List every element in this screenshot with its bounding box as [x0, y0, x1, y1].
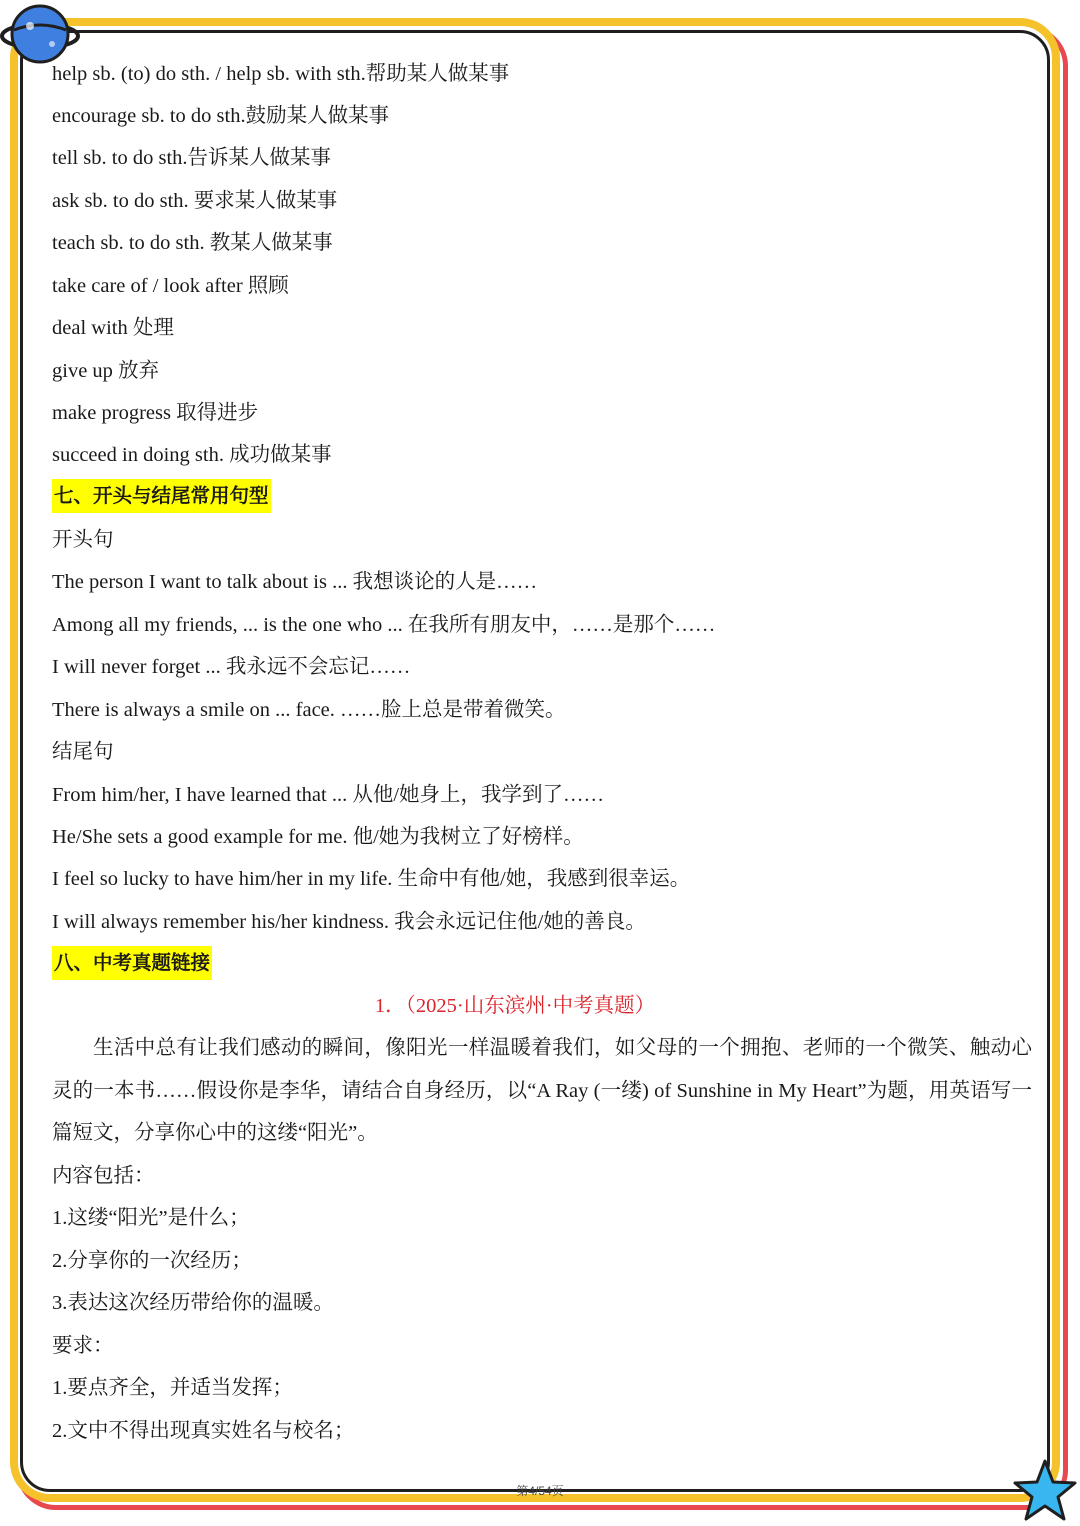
opening-label: 开头句 — [52, 529, 114, 551]
closing-sentence: I feel so lucky to have him/her in my life. 生命中有他/她，我感到很幸运。 — [52, 868, 691, 890]
opening-sentence: The person I want to talk about is ... 我想谈论的人是…… — [52, 571, 538, 593]
star-icon — [1012, 1458, 1078, 1524]
phrase-line: take care of / look after 照顾 — [52, 275, 289, 297]
phrase-line: succeed in doing sth. 成功做某事 — [52, 444, 332, 466]
closing-sentence: From him/her, I have learned that ... 从他/她身上，我学到了…… — [52, 784, 605, 806]
question-prompt: 生活中总有让我们感动的瞬间，像阳光一样温暖着我们，如父母的一个拥抱、老师的一个微笑、触动心灵的一本书……假设你是李华，请结合自身经历，以“A Ray (一缕) of Sunshine in My Heart”为题，用英语写一篇短文，分享你心中的这缕“阳光”。 — [52, 1037, 1032, 1144]
content-item: 3.表达这次经历带给你的温暖。 — [52, 1292, 334, 1314]
phrase-line: deal with 处理 — [52, 317, 174, 339]
content-item: 2.分享你的一次经历； — [52, 1250, 252, 1272]
phrase-line: give up 放弃 — [52, 360, 160, 382]
phrase-line: tell sb. to do sth.告诉某人做某事 — [52, 147, 332, 169]
phrase-line: make progress 取得进步 — [52, 402, 259, 424]
opening-sentence: There is always a smile on ... face. ……脸上总是带着微笑。 — [52, 699, 566, 721]
content-item: 1.这缕“阳光”是什么； — [52, 1207, 250, 1229]
closing-sentence: He/She sets a good example for me. 他/她为我树立了好榜样。 — [52, 826, 584, 848]
phrase-line: help sb. (to) do sth. / help sb. with sth.帮助某人做某事 — [52, 63, 510, 85]
requirements-label: 要求： — [52, 1335, 114, 1357]
closing-label: 结尾句 — [52, 741, 114, 763]
requirement-item: 1.要点齐全，并适当发挥； — [52, 1377, 293, 1399]
phrase-line: teach sb. to do sth. 教某人做某事 — [52, 232, 333, 254]
section-heading-8: 八、中考真题链接 — [52, 946, 212, 980]
opening-sentence: I will never forget ... 我永远不会忘记…… — [52, 656, 411, 678]
content-label: 内容包括： — [52, 1165, 155, 1187]
page-number — [0, 1482, 1080, 1490]
closing-sentence: I will always remember his/her kindness. 我会永远记住他/她的善良。 — [52, 911, 646, 933]
phrase-line: encourage sb. to do sth.鼓励某人做某事 — [52, 105, 390, 127]
section-heading-7: 七、开头与结尾常用句型 — [52, 479, 271, 513]
requirement-item: 2.文中不得出现真实姓名与校名； — [52, 1420, 355, 1442]
phrase-line: ask sb. to do sth. 要求某人做某事 — [52, 190, 338, 212]
question-title: 1．（2025·山东滨州·中考真题） — [374, 995, 656, 1017]
opening-sentence: Among all my friends, ... is the one who ... 在我所有朋友中，……是那个…… — [52, 614, 716, 636]
